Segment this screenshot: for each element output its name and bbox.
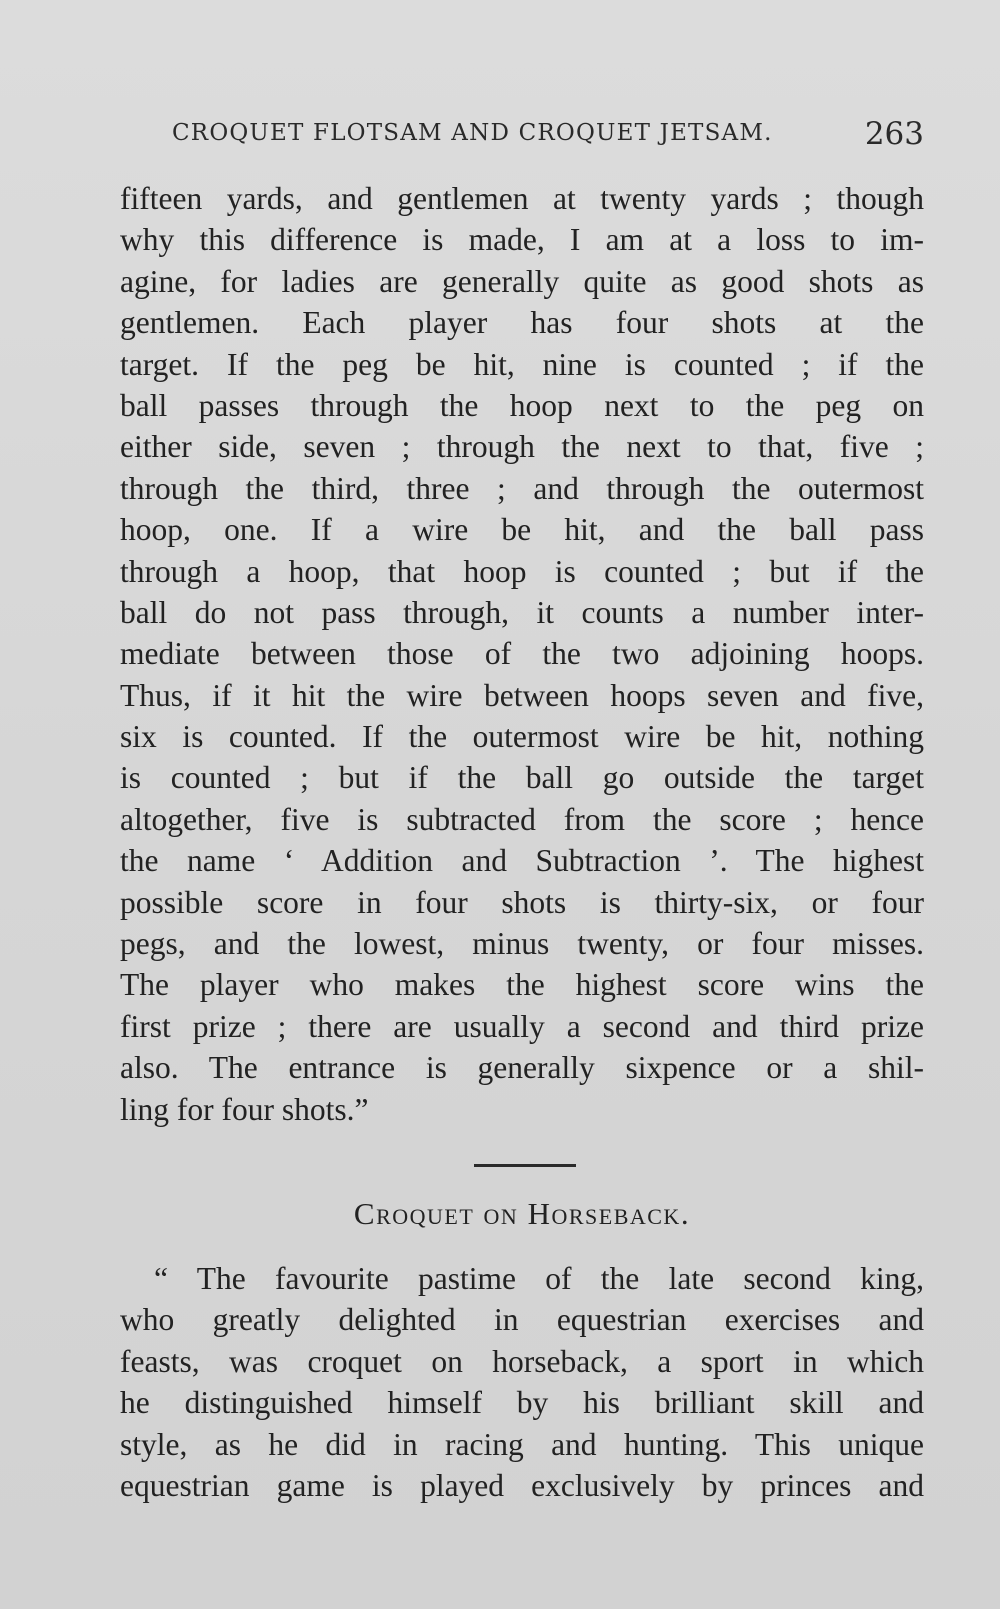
text-line: six is counted. If the outermost wire be hit, nothing (120, 719, 924, 755)
text-line: “ The favourite pastime of the late second king, (154, 1261, 924, 1296)
text-line: who greatly delighted in equestrian exercises and (120, 1302, 924, 1338)
text-line: first prize ; there are usually a second and third prize (120, 1008, 924, 1044)
text-line: through the third, three ; and through the outermost (120, 470, 924, 506)
text-line: gentlemen. Each player has four shots at the (120, 305, 924, 341)
text-line: equestrian game is played exclusively by princes and (120, 1467, 924, 1503)
text-line: Thus, if it hit the wire between hoops seven and five, (120, 677, 924, 713)
text-line: the name ‘ Addition and Subtraction ’. The highest (120, 843, 924, 879)
text-line: ling for four shots.” (120, 1091, 369, 1127)
text-line: ball do not pass through, it counts a number inter- (120, 594, 924, 630)
section-heading: Croquet on Horseback. (353, 1196, 691, 1231)
text-line: either side, seven ; through the next to that, five ; (120, 429, 924, 465)
text-line: through a hoop, that hoop is counted ; but if the (120, 553, 924, 589)
paragraph-croquet-on-horseback (120, 1258, 924, 1506)
text-line: mediate between those of the two adjoining hoops. (120, 636, 924, 672)
text-line: pegs, and the lowest, minus twenty, or four misses. (120, 926, 924, 962)
text-line: altogether, five is subtracted from the score ; hence (120, 801, 924, 837)
running-head (172, 116, 924, 156)
text-line: feasts, was croquet on horseback, a sport in which (120, 1343, 924, 1379)
text-line: is counted ; but if the ball go outside the target (120, 760, 924, 796)
running-head-title: CROQUET FLOTSAM AND CROQUET JETSAM. (172, 120, 773, 146)
text-line: fifteen yards, and gentlemen at twenty yards ; though (120, 181, 924, 216)
text-line: target. If the peg be hit, nine is counted ; if the (120, 346, 924, 382)
section-divider (474, 1164, 576, 1167)
text-line: ball passes through the hoop next to the peg on (120, 387, 924, 423)
text-line: he distinguished himself by his brilliant skill and (120, 1385, 924, 1421)
text-line: also. The entrance is generally sixpence or a shil- (120, 1050, 924, 1086)
text-line: possible score in four shots is thirty-six, or four (120, 884, 924, 920)
text-line: The player who makes the highest score wins the (120, 967, 924, 1003)
text-line: style, as he did in racing and hunting. This unique (120, 1426, 924, 1462)
text-line: agine, for ladies are generally quite as good shots as (120, 263, 924, 299)
text-line: hoop, one. If a wire be hit, and the ball pass (120, 512, 924, 548)
paragraph-continued (120, 178, 924, 1130)
text-line: why this difference is made, I am at a loss to im- (120, 222, 924, 258)
page-number: 263 (864, 116, 924, 152)
